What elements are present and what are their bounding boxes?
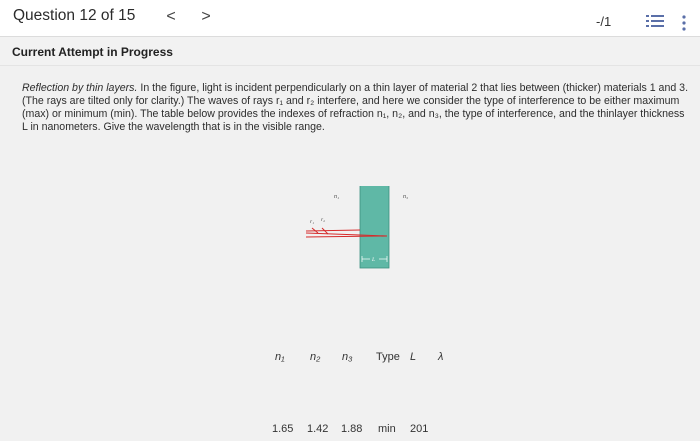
label-r1: r₁ [310, 219, 315, 225]
thin-layer-figure [302, 186, 412, 276]
cell-n2: 1.42 [307, 423, 329, 435]
header-n3: n₃ [342, 351, 353, 363]
cell-n3: 1.88 [341, 423, 363, 435]
attempt-status: Current Attempt in Progress [12, 45, 173, 59]
header-type: Type [376, 351, 400, 363]
attempt-status-bar [0, 36, 700, 66]
top-bar [0, 0, 700, 36]
header-lambda: λ [438, 351, 444, 363]
score-display: -/1 [596, 14, 612, 29]
cell-L: 201 [410, 423, 429, 435]
next-question-button[interactable]: > [201, 8, 211, 25]
header-n2: n₂ [310, 351, 321, 363]
header-n1: n₁ [275, 351, 285, 363]
question-content [0, 66, 700, 441]
cell-n1: 1.65 [272, 423, 294, 435]
question-counter: Question 12 of 15 [13, 7, 136, 24]
label-n3: n₃ [403, 194, 409, 200]
problem-statement [22, 82, 690, 134]
thin-layer [360, 186, 389, 268]
label-L: L [372, 257, 376, 263]
header-L: L [410, 351, 417, 363]
problem-text: In the figure, light is incident perpendicularly on a thin layer of material 2 that lies between (thicker) materials 1 and 3. (The rays are tilted only for clarity.) The waves of rays r₁ and r₂ interfere, and here we consider the type of interference to be either maximum (max) or minimum (min). The table below provides the indexes of refraction n₁, n₂, and n₃, the type of interference, and the thinlayer thickness L in nanometers. Give the wavelength that is in the visible range. [22, 82, 689, 133]
previous-question-button[interactable]: < [166, 8, 176, 25]
problem-title: Reflection by thin layers. [22, 82, 138, 94]
label-r2: r₂ [321, 217, 326, 223]
question-list-icon[interactable] [646, 14, 664, 29]
more-options-icon[interactable] [680, 14, 688, 32]
label-n1: n₁ [334, 194, 340, 200]
cell-type: min [378, 423, 396, 435]
